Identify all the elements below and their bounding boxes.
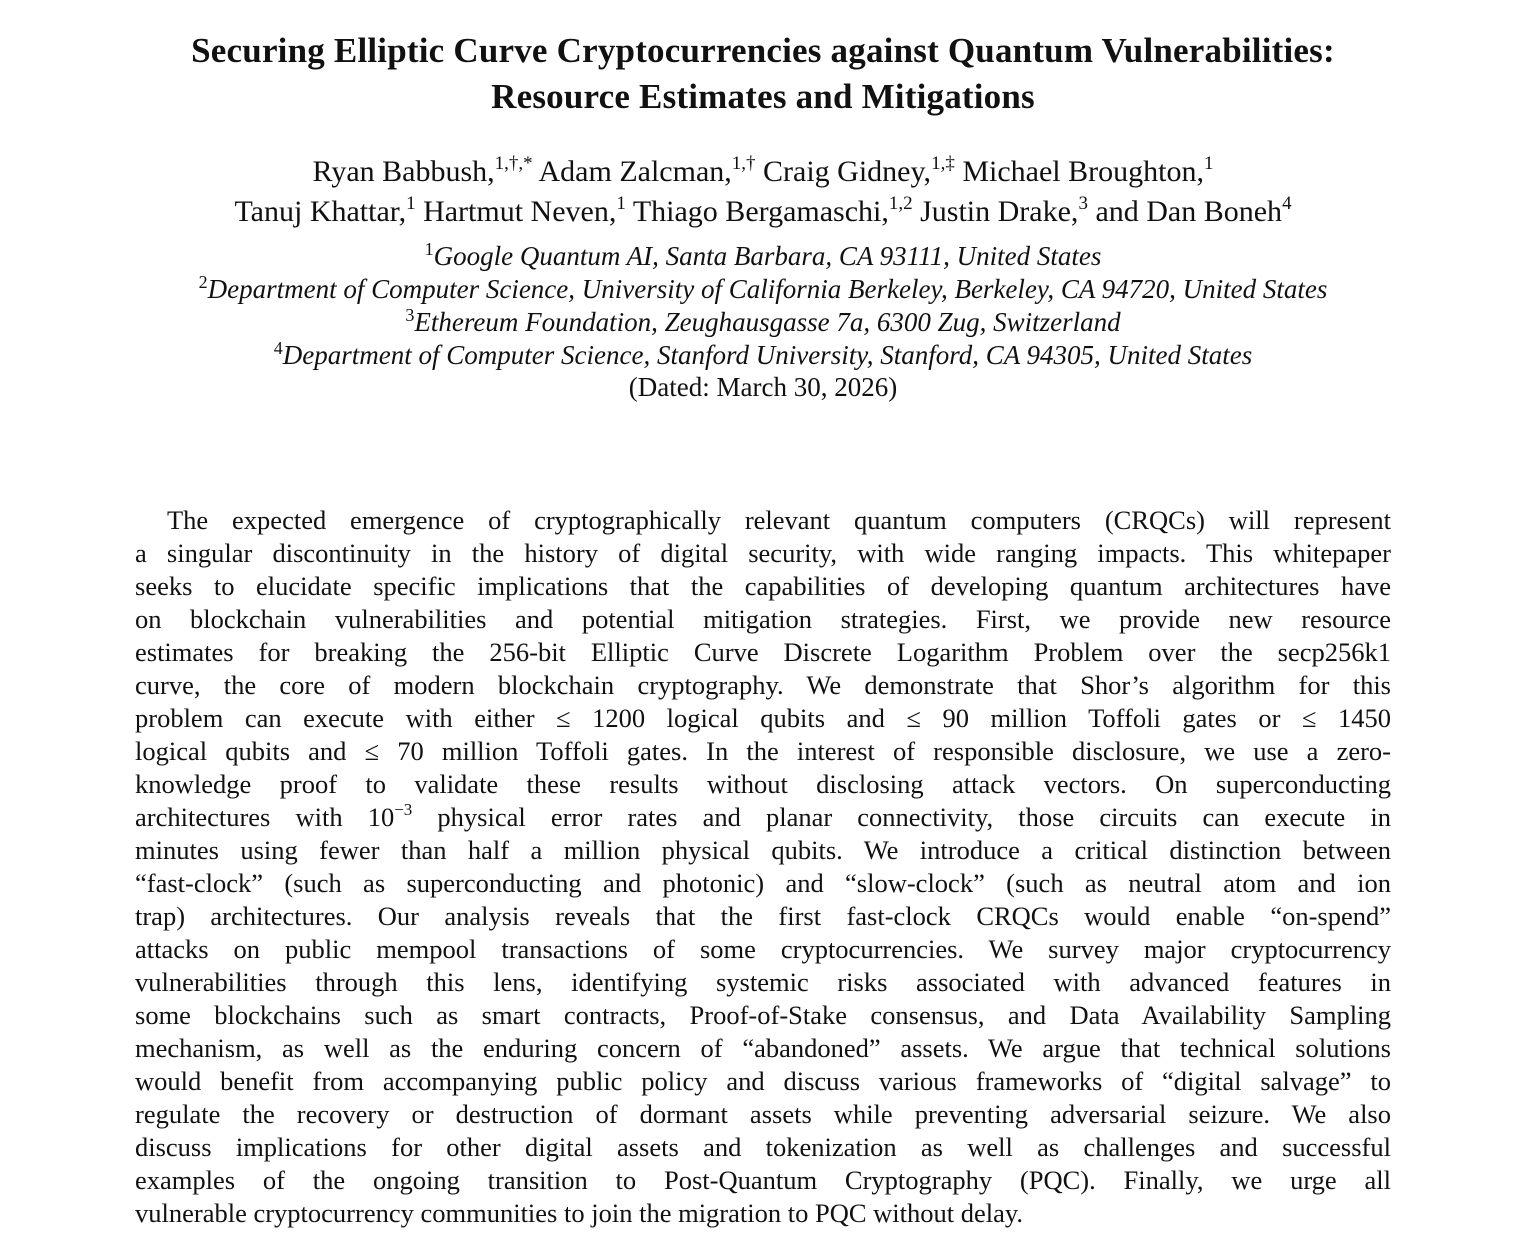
abstract-line: knowledge proof to validate these results without disclosing attack vectors. On superconducting <box>135 769 1391 799</box>
affiliation-text: Department of Computer Science, Stanford University, Stanford, CA 94305, United States <box>282 340 1253 370</box>
affiliation-1 <box>0 240 1526 273</box>
affiliation-marker: 4 <box>273 338 283 358</box>
abstract-line: seeks to elucidate specific implications that the capabilities of developing quantum architectures have <box>135 571 1391 601</box>
abstract-line: on blockchain vulnerabilities and potential mitigation strategies. First, we provide new resource <box>135 604 1391 634</box>
affiliation-3 <box>0 306 1526 339</box>
author-name: Justin Drake, <box>920 195 1079 228</box>
abstract-line: discuss implications for other digital assets and tokenization as well as challenges and successful <box>135 1132 1391 1162</box>
abstract <box>135 504 1391 1230</box>
abstract-line: attacks on public mempool transactions of some cryptocurrencies. We survey major cryptocurrency <box>135 934 1391 964</box>
title-line-2: Resource Estimates and Mitigations <box>491 77 1035 116</box>
affiliation-list <box>0 240 1526 372</box>
author-affil-marker: 1,‡ <box>931 153 955 174</box>
abstract-line: mechanism, as well as the enduring concern of “abandoned” assets. We argue that technical solutions <box>135 1033 1391 1063</box>
author-name: Adam Zalcman, <box>538 155 732 188</box>
affiliation-text: Department of Computer Science, University of California Berkeley, Berkeley, CA 94720, United States <box>207 274 1328 304</box>
abstract-line: The expected emergence of cryptographically relevant quantum computers (CRQCs) will represent <box>167 505 1391 535</box>
affiliation-marker: 1 <box>424 239 434 259</box>
abstract-line: vulnerable cryptocurrency communities to join the migration to PQC without delay. <box>135 1198 1024 1228</box>
abstract-line: regulate the recovery or destruction of dormant assets while preventing adversarial seizure. We also <box>135 1099 1391 1129</box>
author-affil-marker: 1 <box>406 193 416 214</box>
author-name: Tanuj Khattar, <box>234 195 407 228</box>
abstract-line-part: architectures with 10 <box>135 802 395 832</box>
author-affil-marker: 3 <box>1078 193 1088 214</box>
author-name: Thiago Bergamaschi, <box>632 195 889 228</box>
abstract-line: estimates for breaking the 256-bit Elliptic Curve Discrete Logarithm Problem over the secp256k1 <box>135 637 1391 667</box>
author-name: Hartmut Neven, <box>423 195 617 228</box>
affiliation-text: Ethereum Foundation, Zeughausgasse 7a, 6300 Zug, Switzerland <box>414 307 1121 337</box>
abstract-line: would benefit from accompanying public policy and discuss various frameworks of “digital salvage” to <box>135 1066 1391 1096</box>
author-name: Craig Gidney, <box>763 155 932 188</box>
dated-line: (Dated: March 30, 2026) <box>628 372 898 402</box>
author-name: and Dan Boneh <box>1095 195 1283 228</box>
abstract-line: some blockchains such as smart contracts, Proof-of-Stake consensus, and Data Availability Sampling <box>135 1000 1391 1030</box>
author-line-1 <box>0 152 1526 192</box>
error-rate-exponent: −3 <box>394 800 413 819</box>
paper-title <box>0 28 1526 120</box>
abstract-line: problem can execute with either ≤ 1200 logical qubits and ≤ 90 million Toffoli gates or ≤ 1450 <box>135 703 1391 733</box>
author-affil-marker: 1 <box>1203 153 1214 174</box>
author-name: Michael Broughton, <box>962 155 1204 188</box>
abstract-line: examples of the ongoing transition to Post-Quantum Cryptography (PQC). Finally, we urge all <box>135 1165 1391 1195</box>
abstract-line-part: physical error rates and planar connectivity, those circuits can execute in <box>412 802 1391 832</box>
affiliation-marker: 2 <box>198 272 208 292</box>
author-name: Ryan Babbush, <box>312 155 495 188</box>
author-affil-marker: 1,† <box>731 153 756 174</box>
abstract-line: trap) architectures. Our analysis reveals that the first fast-clock CRQCs would enable “on-spend” <box>135 901 1391 931</box>
author-affil-marker: 1 <box>616 193 626 214</box>
author-affil-marker: 4 <box>1282 193 1292 214</box>
abstract-line: minutes using fewer than half a million physical qubits. We introduce a critical distinction between <box>135 835 1391 865</box>
author-affil-marker: 1,†,* <box>494 153 533 174</box>
affiliation-marker: 3 <box>405 305 415 325</box>
author-line-2 <box>0 192 1526 232</box>
author-list <box>0 152 1526 232</box>
abstract-line: vulnerabilities through this lens, identifying systemic risks associated with advanced features in <box>135 967 1391 997</box>
affiliation-2 <box>0 273 1526 306</box>
title-line-1: Securing Elliptic Curve Cryptocurrencies against Quantum Vulnerabilities: <box>191 31 1335 70</box>
affiliation-text: Google Quantum AI, Santa Barbara, CA 93111, United States <box>433 241 1102 271</box>
abstract-line: a singular discontinuity in the history of digital security, with wide ranging impacts. This whitepaper <box>135 538 1391 568</box>
abstract-line: curve, the core of modern blockchain cryptography. We demonstrate that Shor’s algorithm for this <box>135 670 1391 700</box>
abstract-line: “fast-clock” (such as superconducting and photonic) and “slow-clock” (such as neutral atom and ion <box>135 868 1391 898</box>
abstract-line: logical qubits and ≤ 70 million Toffoli gates. In the interest of responsible disclosure, we use a zero- <box>135 736 1391 766</box>
author-affil-marker: 1,2 <box>888 193 913 214</box>
abstract-line-with-exponent <box>135 801 1391 834</box>
affiliation-4 <box>0 339 1526 372</box>
